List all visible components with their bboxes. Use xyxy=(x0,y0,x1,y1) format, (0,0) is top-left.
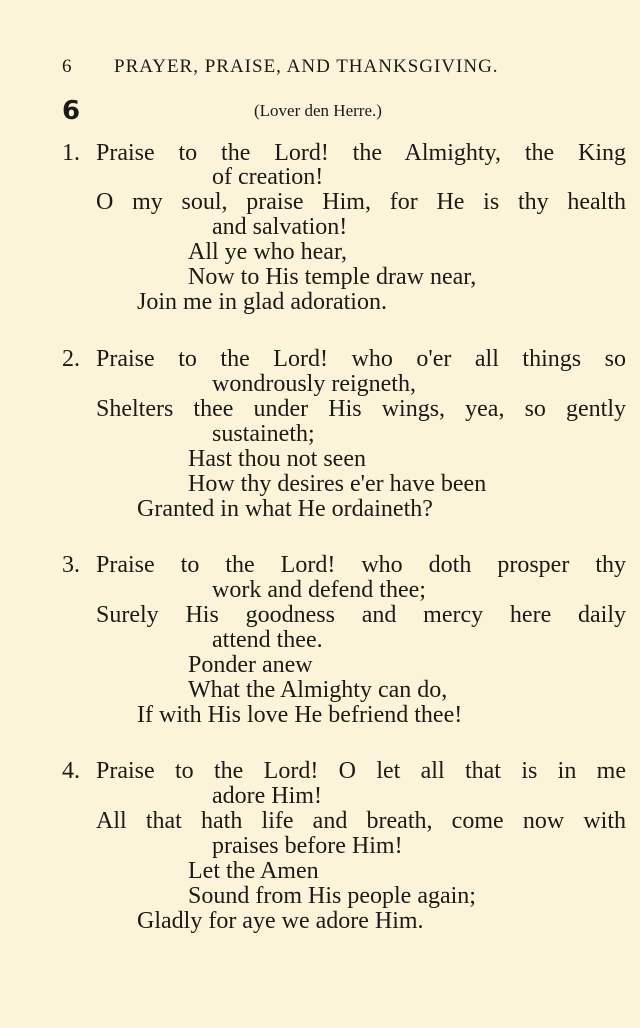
verse-line: All ye who hear, xyxy=(188,239,347,265)
verse-line: Let the Amen xyxy=(188,858,319,884)
verse-line: What the Almighty can do, xyxy=(188,677,448,703)
tune-name: (Lover den Herre.) xyxy=(254,101,382,120)
verse-line: O my soul, praise Him, for He is thy health xyxy=(96,189,626,215)
verse-line: Hast thou not seen xyxy=(188,446,366,472)
running-title: PRAYER, PRAISE, AND THANKSGIVING. xyxy=(114,56,499,77)
verse-line: attend thee. xyxy=(212,627,323,653)
verse-line: Now to His temple draw near, xyxy=(188,264,477,290)
verse-number: 2. xyxy=(62,346,80,372)
verse-line: Praise to the Lord! who doth prosper thy xyxy=(96,552,626,578)
verse-line: Praise to the Lord! the Almighty, the King xyxy=(96,140,626,166)
verse-number: 3. xyxy=(62,552,80,578)
verse-line: Join me in glad adoration. xyxy=(137,289,387,315)
verse-line: adore Him! xyxy=(212,783,322,809)
verse-line: praises before Him! xyxy=(212,833,403,859)
hymn-number: 6 xyxy=(62,96,81,126)
verse-number: 1. xyxy=(62,140,80,166)
verse-line: Gladly for aye we adore Him. xyxy=(137,908,424,934)
verse-line: Sound from His people again; xyxy=(188,883,476,909)
verse-line: Surely His goodness and mercy here daily xyxy=(96,602,626,628)
verse-line: How thy desires e'er have been xyxy=(188,471,487,497)
verse-line: Granted in what He ordaineth? xyxy=(137,496,433,522)
verse-line: of creation! xyxy=(212,164,324,190)
verse-line: work and defend thee; xyxy=(212,577,426,603)
verse-line: wondrously reigneth, xyxy=(212,371,416,397)
verse-line: Praise to the Lord! O let all that is in me xyxy=(96,758,626,784)
verse-line: sustaineth; xyxy=(212,421,315,447)
page-number: 6 xyxy=(62,56,73,77)
verse-line: Ponder anew xyxy=(188,652,313,678)
verse-line: and salvation! xyxy=(212,214,348,240)
verse-line: Praise to the Lord! who o'er all things so xyxy=(96,346,626,372)
verse-number: 4. xyxy=(62,758,80,784)
verse-line: Shelters thee under His wings, yea, so gently xyxy=(96,396,626,422)
verse-line: All that hath life and breath, come now with xyxy=(96,808,626,834)
verse-line: If with His love He befriend thee! xyxy=(137,702,463,728)
